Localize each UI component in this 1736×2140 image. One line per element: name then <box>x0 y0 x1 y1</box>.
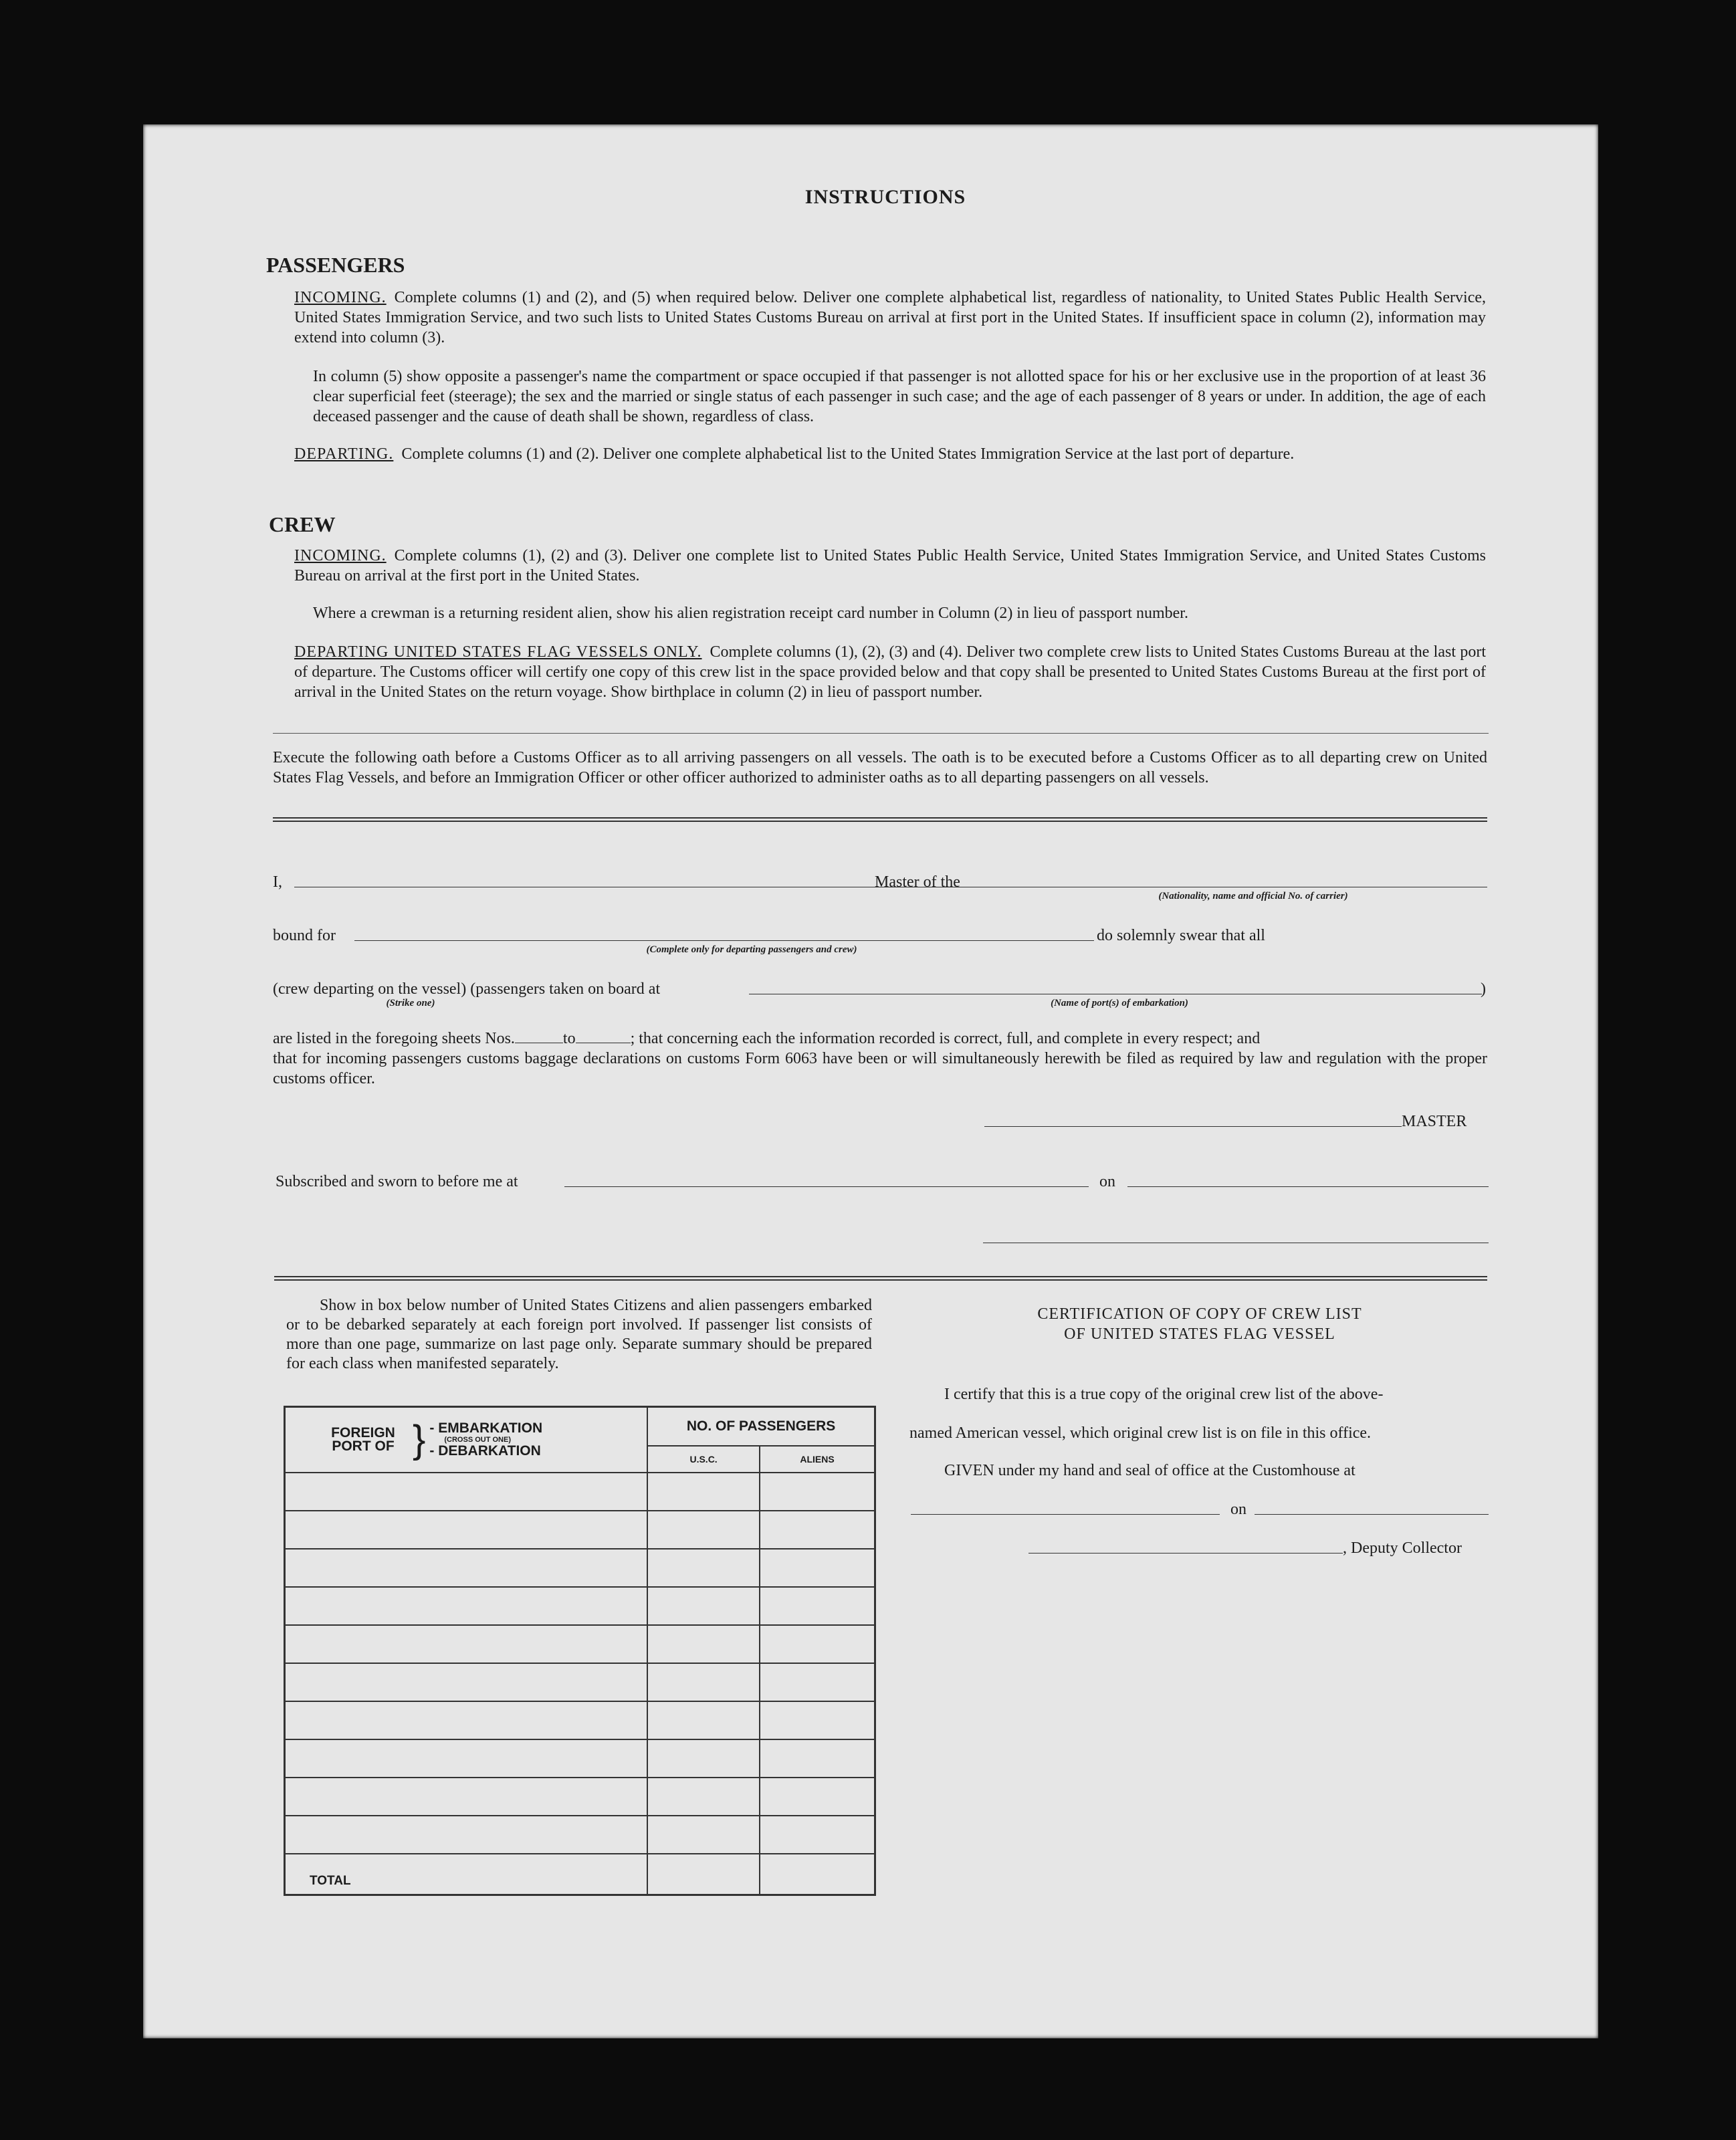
crew-resident-paragraph: Where a crewman is a returning resident alien, show his alien registration receipt card number in Column (2) in lieu of passport number. <box>313 605 1188 622</box>
form-page <box>143 124 1598 2038</box>
certification-title <box>909 1304 1490 1344</box>
certification-on-label: on <box>1230 1501 1246 1518</box>
sheet-from-field[interactable] <box>515 1029 563 1043</box>
column5-paragraph: In column (5) show opposite a passenger's name the compartment or space occupied if that passenger is not allotted space for his or her exclusive use in the proportion of at least 36 clear superficial feet (steerage); the sex and the married or single status of each passenger in such case; and the age of each passenger of 8 years or under. In addition, the age of each deceased passenger and the cause of death shall be shown, regardless of class. <box>313 368 1486 425</box>
listed-line <box>273 1029 1260 1049</box>
usc-header: U.S.C. <box>647 1446 760 1473</box>
aliens-cell[interactable] <box>760 1816 875 1854</box>
table-row <box>285 1473 875 1511</box>
port-cell[interactable] <box>285 1625 648 1663</box>
double-rule <box>273 817 1487 822</box>
debarkation-label: - DEBARKATION <box>429 1442 541 1459</box>
usc-cell[interactable] <box>647 1587 760 1625</box>
usc-cell[interactable] <box>647 1511 760 1549</box>
passengers-departing-paragraph <box>294 444 1486 464</box>
foreign-port-header <box>285 1407 648 1473</box>
total-label: TOTAL <box>285 1854 648 1895</box>
port-cell[interactable] <box>285 1473 648 1511</box>
port-cell[interactable] <box>285 1549 648 1587</box>
no-passengers-header: NO. OF PASSENGERS <box>647 1407 875 1446</box>
passengers-incoming-paragraph <box>294 288 1486 348</box>
master-label: MASTER <box>1402 1113 1467 1130</box>
embarkation-label: - EMBARKATION <box>429 1420 543 1436</box>
listed-prefix: are listed in the foregoing sheets Nos. <box>273 1030 515 1047</box>
bound-for-field[interactable] <box>354 940 1094 941</box>
table-row <box>285 1816 875 1854</box>
passengers-heading: PASSENGERS <box>266 253 405 277</box>
usc-cell[interactable] <box>647 1778 760 1816</box>
subscribed-place-field[interactable] <box>564 1186 1089 1187</box>
foreign-port-label: FOREIGN PORT OF <box>331 1424 395 1454</box>
deputy-signature-field[interactable] <box>1028 1553 1343 1554</box>
passengers-incoming-text: Complete columns (1) and (2), and (5) when required below. Deliver one complete alphabetical list, regardless of nationality, to United States Public Health Service, United States Immigration Service, and two such lists to United States Customs Bureau on arrival at first port in the United States. If insufficient space in column (2), information may extend into column (3). <box>294 289 1486 346</box>
aliens-cell[interactable] <box>760 1473 875 1511</box>
oath-i-label: I, <box>273 873 282 891</box>
aliens-cell[interactable] <box>760 1778 875 1816</box>
aliens-cell[interactable] <box>760 1739 875 1778</box>
crew-departing-label: (crew departing on the vessel) (passengers taken on board at <box>273 980 661 998</box>
passengers-incoming-lead: INCOMING. <box>294 289 387 306</box>
nationality-caption: (Nationality, name and official No. of carrier) <box>1158 891 1348 901</box>
aliens-total-cell[interactable] <box>760 1854 875 1895</box>
listed-rest: that for incoming passengers customs baggage declarations on customs Form 6063 have been or will simultaneously herewith be filed as required by law and regulation with the proper customs officer. <box>273 1050 1487 1087</box>
usc-total-cell[interactable] <box>647 1854 760 1895</box>
swear-label: do solemnly swear that all <box>1097 927 1265 944</box>
table-row <box>285 1739 875 1778</box>
certification-date-field[interactable] <box>1255 1514 1489 1515</box>
sheet-to-field[interactable] <box>576 1029 631 1043</box>
passengers-departing-text: Complete columns (1) and (2). Deliver one complete alphabetical list to the United States Immigration Service at the last port of departure. <box>401 445 1295 463</box>
subscribed-date-field[interactable] <box>1127 1186 1489 1187</box>
crew-incoming-paragraph <box>294 546 1486 586</box>
crew-incoming-lead: INCOMING. <box>294 547 387 564</box>
master-signature-field[interactable] <box>984 1126 1402 1127</box>
crew-departing-lead: DEPARTING UNITED STATES FLAG VESSELS ONLY. <box>294 643 702 661</box>
double-rule <box>274 1276 1487 1281</box>
complete-only-caption: (Complete only for departing passengers and crew) <box>646 944 857 955</box>
divider <box>273 733 1489 734</box>
certification-line1: I certify that this is a true copy of the original crew list of the above- <box>944 1386 1384 1403</box>
usc-cell[interactable] <box>647 1739 760 1778</box>
subscribed-on-label: on <box>1099 1173 1115 1190</box>
port-cell[interactable] <box>285 1816 648 1854</box>
crew-heading: CREW <box>269 512 336 536</box>
port-cell[interactable] <box>285 1739 648 1778</box>
table-row <box>285 1511 875 1549</box>
subscribed-label: Subscribed and sworn to before me at <box>276 1173 518 1190</box>
crew-departing-text: Complete columns (1), (2), (3) and (4). Deliver two complete crew lists to United States Customs Bureau at the last port of departure. The Customs officer will certify one copy of this crew list in the space provided below and that copy shall be presented to United States Customs Bureau at the first port of arrival in the United States on the return voyage. Show birthplace in column (2) in lieu of passport number. <box>294 643 1487 701</box>
table-row <box>285 1701 875 1739</box>
usc-cell[interactable] <box>647 1816 760 1854</box>
deputy-collector-label: , Deputy Collector <box>1343 1539 1462 1557</box>
passenger-summary-table <box>284 1406 876 1896</box>
ports-caption: (Name of port(s) of embarkation) <box>1051 998 1188 1008</box>
certification-title-line1: CERTIFICATION OF COPY OF CREW LIST <box>1037 1305 1362 1323</box>
listed-suffix: ; that concerning each the information recorded is correct, full, and complete in every respect; and <box>630 1030 1261 1047</box>
crew-departing-paragraph <box>294 642 1486 702</box>
port-cell[interactable] <box>285 1663 648 1701</box>
certification-line2: named American vessel, which original crew list is on file in this office. <box>909 1424 1372 1442</box>
cross-out-note: (CROSS OUT ONE) <box>444 1435 511 1444</box>
usc-cell[interactable] <box>647 1625 760 1663</box>
table-row <box>285 1663 875 1701</box>
certification-title-line2: OF UNITED STATES FLAG VESSEL <box>1064 1325 1335 1343</box>
brace: } <box>413 1417 426 1461</box>
certification-line3: GIVEN under my hand and seal of office at the Customhouse at <box>944 1462 1355 1479</box>
aliens-cell[interactable] <box>760 1625 875 1663</box>
port-cell[interactable] <box>285 1587 648 1625</box>
passengers-departing-lead: DEPARTING. <box>294 445 394 463</box>
aliens-cell[interactable] <box>760 1587 875 1625</box>
table-row <box>285 1625 875 1663</box>
master-of-label: Master of the <box>875 873 960 891</box>
port-cell[interactable] <box>285 1701 648 1739</box>
summary-instruction: Show in box below number of United States Citizens and alien passengers embarked or to be debarked separately at each foreign port involved. If passenger list consists of more than one page, summarize on last page only. Separate summary should be prepared for each class when manifested separately. <box>286 1297 872 1372</box>
close-paren: ) <box>1481 980 1486 998</box>
strike-one-caption: (Strike one) <box>386 998 435 1008</box>
total-row <box>285 1854 875 1895</box>
aliens-cell[interactable] <box>760 1511 875 1549</box>
aliens-cell[interactable] <box>760 1549 875 1587</box>
table-row <box>285 1549 875 1587</box>
table-row <box>285 1778 875 1816</box>
aliens-cell[interactable] <box>760 1701 875 1739</box>
to-label: to <box>562 1030 576 1047</box>
aliens-header: ALIENS <box>760 1446 875 1473</box>
usc-cell[interactable] <box>647 1663 760 1701</box>
port-cell[interactable] <box>285 1511 648 1549</box>
page-title: INSTRUCTIONS <box>804 186 966 208</box>
oath-instruction: Execute the following oath before a Customs Officer as to all arriving passengers on all vessels. The oath is to be executed before a Customs Officer as to all departing crew on United States Flag Vessels, and before an Immigration Officer or other officer authorized to administer oaths as to all departing passengers on all vessels. <box>273 749 1487 786</box>
usc-cell[interactable] <box>647 1701 760 1739</box>
bound-for-label: bound for <box>273 927 336 944</box>
usc-cell[interactable] <box>647 1473 760 1511</box>
customhouse-field[interactable] <box>911 1514 1220 1515</box>
port-cell[interactable] <box>285 1778 648 1816</box>
aliens-cell[interactable] <box>760 1663 875 1701</box>
table-row <box>285 1587 875 1625</box>
usc-cell[interactable] <box>647 1549 760 1587</box>
crew-incoming-text: Complete columns (1), (2) and (3). Deliver one complete list to United States Public Health Service, United States Immigration Service, and United States Customs Bureau on arrival at the first port in the United States. <box>294 547 1486 584</box>
